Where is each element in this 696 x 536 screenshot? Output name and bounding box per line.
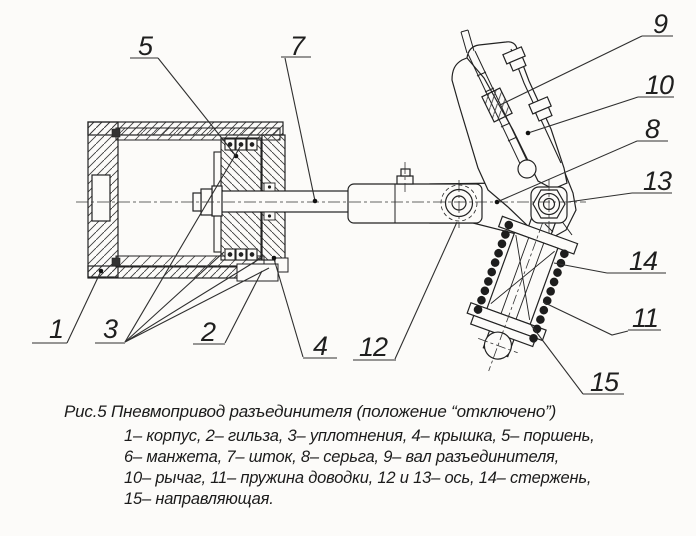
callout-10-label: 10	[644, 70, 674, 100]
shaft-round-end	[518, 160, 536, 178]
caption-line-4: 15– направляющая.	[124, 490, 274, 508]
caption-line-3: 10– рычаг, 11– пружина доводки, 12 и 13– ось, 14– стержень,	[124, 469, 592, 487]
block-top-bolt-head	[401, 169, 410, 176]
callout-3-label: 3	[102, 314, 118, 344]
callout-1	[32, 269, 103, 344]
piston-rod	[193, 183, 350, 220]
callout-12-label: 12	[358, 332, 388, 362]
callout-13-label: 13	[642, 166, 672, 196]
piston-seals-bottom	[225, 249, 257, 260]
rod-end-block	[348, 169, 482, 223]
liner-top-seal	[112, 129, 120, 137]
callout-9-label: 9	[652, 9, 668, 39]
callout-1-label: 1	[48, 314, 64, 344]
figure-caption	[64, 402, 664, 510]
callout-11	[543, 302, 661, 335]
caption-title: Рис.5 Пневмопривод разъединителя (положение “отключено”)	[64, 402, 557, 421]
caption-parts-list	[124, 426, 664, 510]
callout-4-label: 4	[312, 331, 328, 361]
callout-7-label: 7	[289, 31, 305, 61]
liner-bottom-seal	[112, 258, 120, 266]
callout-5-label: 5	[137, 31, 153, 61]
caption-line-1: 1– корпус, 2– гильза, 3– уплотнения, 4– крышка, 5– поршень,	[124, 427, 595, 445]
callout-15	[531, 325, 624, 397]
callout-12	[353, 222, 457, 362]
rod-shaft	[221, 191, 350, 212]
callout-2	[193, 271, 262, 347]
rod-nut-outer	[212, 186, 222, 216]
callout-11-label: 11	[631, 303, 659, 333]
callout-13	[568, 166, 672, 202]
housing-boss	[92, 175, 110, 221]
caption-line-2: 6– манжета, 7– шток, 8– серьга, 9– вал разъединителя,	[124, 448, 560, 466]
cover-step	[237, 264, 278, 281]
callout-14-label: 14	[628, 246, 658, 276]
callout-15-label: 15	[589, 367, 619, 397]
callout-2-label: 2	[200, 317, 216, 347]
cup-seal-bottom	[214, 214, 221, 252]
callout-7	[281, 31, 317, 203]
callout-8-label: 8	[644, 114, 660, 144]
